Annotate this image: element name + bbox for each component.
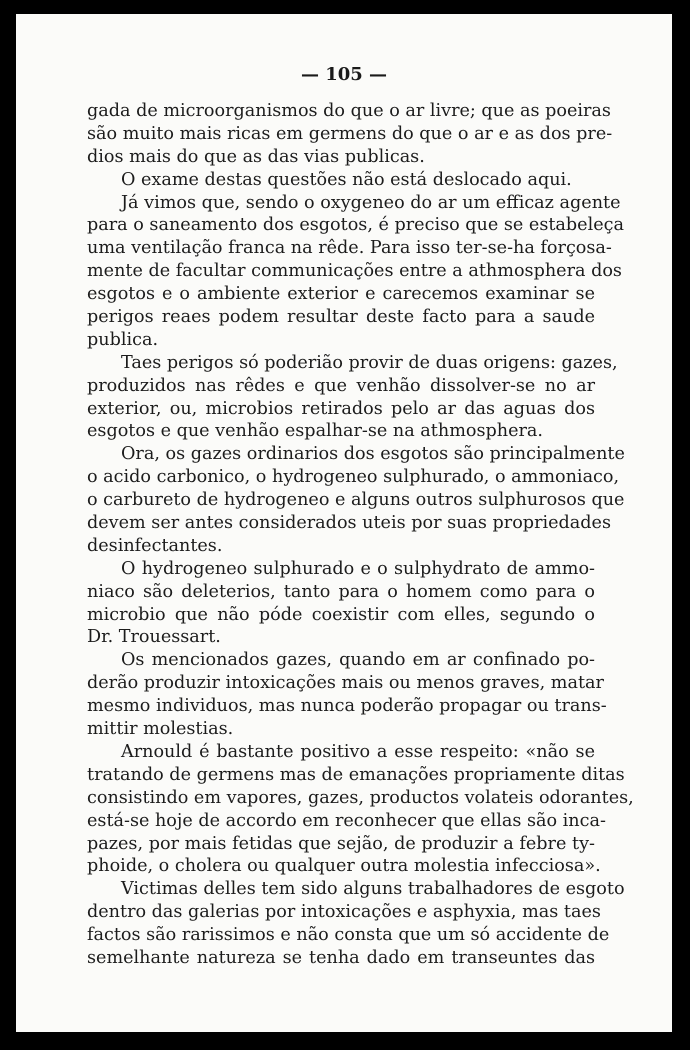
- text-line: Arnould é bastante positivo a esse respeito: «não se: [121, 741, 595, 762]
- text-line: uma ventilação franca na rêde. Para isso ter-se-ha forçosa-: [87, 238, 612, 259]
- text-line: exterior, ou, microbios retirados pelo ar das aguas dos: [87, 398, 595, 419]
- text-line: mente de facultar communicações entre a athmosphera dos: [87, 261, 622, 282]
- text-line: derão produzir intoxicações mais ou menos graves, matar: [87, 673, 604, 694]
- page-number: — 105 —: [300, 64, 388, 85]
- text-line: O hydrogeneo sulphurado e o sulphydrato de ammo-: [121, 558, 595, 579]
- text-line: semelhante natureza se tenha dado em transeuntes das: [87, 947, 595, 968]
- text-line: são muito mais ricas em germens do que o ar e as dos pre-: [87, 123, 613, 144]
- text-line: mittir molestias.: [87, 719, 234, 740]
- text-line: Os mencionados gazes, quando em ar confinado po-: [121, 650, 595, 671]
- text-line: o carbureto de hydrogeneo e alguns outros sulphurosos que: [87, 490, 625, 511]
- text-line: o acido carbonico, o hydrogeneo sulphurado, o ammoniaco,: [87, 467, 620, 488]
- text-line: consistindo em vapores, gazes, productos volateis odorantes,: [87, 787, 634, 808]
- text-line: perigos reaes podem resultar deste facto para a saude: [87, 307, 595, 328]
- text-line: Já vimos que, sendo o oxygeneo do ar um efficaz agente: [121, 192, 621, 213]
- text-line: Taes perigos só poderião provir de duas origens: gazes,: [121, 352, 618, 373]
- text-line: Dr. Trouessart.: [87, 627, 221, 648]
- text-line: esgotos e que venhão espalhar-se na athmosphera.: [87, 421, 544, 442]
- text-line: está-se hoje de accordo em reconhecer que ellas são inca-: [87, 810, 606, 831]
- text-line: niaco são deleterios, tanto para o homem como para o: [87, 581, 595, 602]
- text-line: tratando de germens mas de emanações propriamente ditas: [87, 764, 625, 785]
- text-line: O exame destas questões não está deslocado aqui.: [121, 169, 572, 190]
- text-line: para o saneamento dos esgotos, é preciso que se estabeleça: [87, 215, 624, 236]
- text-line: factos são rarissimos e não consta que um só accidente de: [87, 925, 610, 946]
- text-line: Ora, os gazes ordinarios dos esgotos são principalmente: [121, 444, 625, 465]
- text-line: Victimas delles tem sido alguns trabalhadores de esgoto: [121, 879, 625, 900]
- text-line: publica.: [87, 329, 159, 350]
- text-line: phoide, o cholera ou qualquer outra molestia infecciosa».: [87, 856, 601, 877]
- text-line: gada de microorganismos do que o ar livre; que as poeiras: [87, 101, 611, 121]
- text-line: esgotos e o ambiente exterior e carecemos examinar se: [87, 284, 595, 305]
- text-line: produzidos nas rêdes e que venhão dissolver-se no ar: [87, 375, 595, 396]
- text-line: microbio que não póde coexistir com elles, segundo o: [87, 604, 595, 625]
- text-line: mesmo individuos, mas nunca poderão propagar ou trans-: [87, 696, 607, 717]
- page-body-text: [87, 100, 634, 970]
- text-line: dentro das galerias por intoxicações e asphyxia, mas taes: [87, 902, 601, 923]
- text-line: pazes, por mais fetidas que sejão, de produzir a febre ty-: [87, 833, 595, 854]
- book-page: [16, 14, 672, 1032]
- text-line: desinfectantes.: [87, 535, 223, 556]
- text-line: dios mais do que as das vias publicas.: [87, 146, 425, 167]
- text-line: devem ser antes considerados uteis por suas propriedades: [87, 513, 611, 534]
